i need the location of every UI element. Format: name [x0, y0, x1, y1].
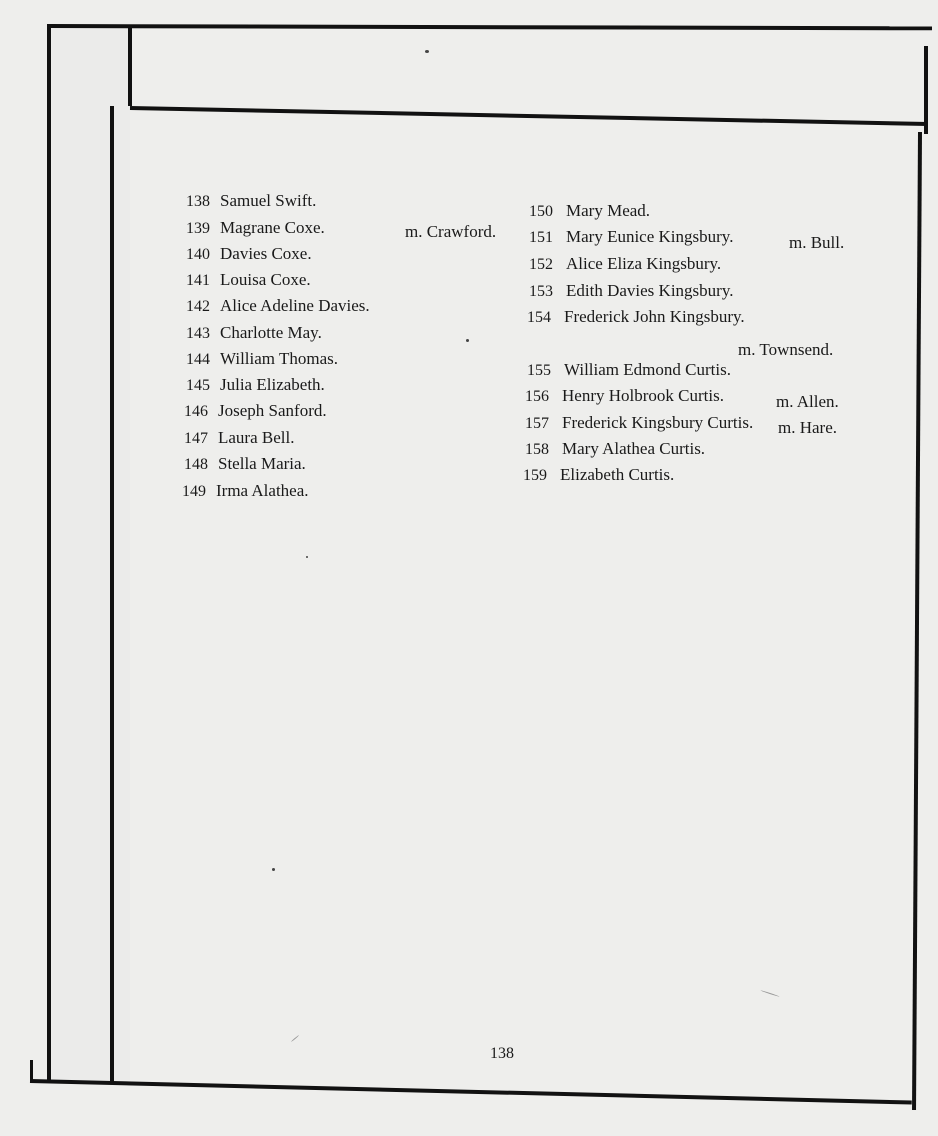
- list-item: [186, 296, 370, 317]
- marriage-note: m. Hare.: [778, 418, 838, 437]
- list-item: [529, 281, 733, 302]
- list-item: [527, 307, 745, 328]
- entry-name: Stella Maria.: [218, 454, 306, 473]
- entry-name: Irma Alathea.: [216, 481, 309, 500]
- marriage-note: m. Allen.: [776, 392, 839, 411]
- entry-name: Charlotte May.: [220, 323, 322, 342]
- list-item: [184, 428, 294, 449]
- list-item: [186, 191, 316, 212]
- entry-name: Mary Eunice Kingsbury.: [566, 227, 734, 246]
- entry-number: 157: [525, 415, 549, 432]
- frame-bottom-left-edge: [30, 1060, 33, 1082]
- entry-name: Alice Eliza Kingsbury.: [566, 254, 722, 273]
- frame-right-border-upper: [924, 46, 928, 134]
- list-item: [184, 454, 306, 475]
- header-divider: [130, 106, 928, 126]
- entry-number: 150: [529, 203, 553, 220]
- list-item: [186, 349, 338, 370]
- frame-inner-vertical-border-lower: [110, 106, 114, 1082]
- entry-number: 145: [186, 377, 210, 394]
- marriage-note: m. Bull.: [789, 233, 845, 252]
- entry-name: Julia Elizabeth.: [220, 375, 325, 394]
- entry-name: Davies Coxe.: [220, 244, 312, 263]
- entry-name: Edith Davies Kingsbury.: [566, 281, 734, 300]
- entry-number: 147: [184, 430, 208, 447]
- list-item: [186, 218, 325, 239]
- list-item: [527, 360, 731, 381]
- list-item: [525, 439, 705, 460]
- entry-number: 146: [184, 403, 208, 420]
- speck: [291, 1035, 299, 1042]
- entry-number: 143: [186, 325, 210, 342]
- list-item: [529, 254, 721, 275]
- entry-number: 155: [527, 362, 551, 379]
- entry-number: 149: [182, 483, 206, 500]
- frame-left-border: [47, 24, 51, 1082]
- entry-name: Frederick John Kingsbury.: [564, 307, 745, 326]
- list-item: [523, 465, 674, 486]
- entry-number: 141: [186, 272, 210, 289]
- entry-number: 154: [527, 309, 551, 326]
- frame-inner-vertical-border: [128, 26, 132, 106]
- entry-number: 152: [529, 256, 553, 273]
- list-item: [529, 201, 650, 222]
- speck: [425, 50, 429, 53]
- entry-name: Mary Alathea Curtis.: [562, 439, 706, 458]
- frame-right-border: [912, 132, 922, 1110]
- entry-name: Joseph Sanford.: [218, 401, 327, 420]
- entry-name: William Edmond Curtis.: [564, 360, 731, 379]
- entry-name: Magrane Coxe.: [220, 218, 325, 237]
- entry-number: 144: [186, 351, 210, 368]
- entry-name: Mary Mead.: [566, 201, 651, 220]
- list-item: [186, 244, 312, 265]
- entry-number: 148: [184, 456, 208, 473]
- speck: [272, 868, 275, 871]
- entry-name: Elizabeth Curtis.: [560, 465, 675, 484]
- list-item: [525, 413, 753, 434]
- list-item: [186, 375, 325, 396]
- entry-name: Henry Holbrook Curtis.: [562, 386, 724, 405]
- list-item: [525, 386, 724, 407]
- entry-number: 142: [186, 298, 210, 315]
- list-item: [186, 323, 322, 344]
- entry-name: Laura Bell.: [218, 428, 295, 447]
- entry-number: 140: [186, 246, 210, 263]
- entry-number: 139: [186, 220, 210, 237]
- entry-number: 156: [525, 388, 549, 405]
- speck: [760, 990, 779, 997]
- speck: [306, 556, 308, 558]
- marriage-note: m. Townsend.: [738, 340, 834, 359]
- frame-bottom-border: [30, 1079, 912, 1105]
- entry-name: Frederick Kingsbury Curtis.: [562, 413, 754, 432]
- list-item: [182, 481, 309, 502]
- entry-name: Alice Adeline Davies.: [220, 296, 370, 315]
- entry-number: 159: [523, 467, 547, 484]
- list-item: [186, 270, 311, 291]
- entry-number: 158: [525, 441, 549, 458]
- list-item: [184, 401, 327, 422]
- entry-name: Samuel Swift.: [220, 191, 317, 210]
- entry-name: Louisa Coxe.: [220, 270, 311, 289]
- entry-name: William Thomas.: [220, 349, 338, 368]
- entry-number: 153: [529, 283, 553, 300]
- left-margin-column: [52, 28, 130, 1080]
- marriage-note: m. Crawford.: [405, 222, 497, 241]
- frame-top-border: [50, 24, 932, 30]
- entry-number: 151: [529, 229, 553, 246]
- list-item: [529, 227, 733, 248]
- entry-number: 138: [186, 193, 210, 210]
- page-number: 138: [490, 1045, 514, 1062]
- speck: [466, 339, 469, 342]
